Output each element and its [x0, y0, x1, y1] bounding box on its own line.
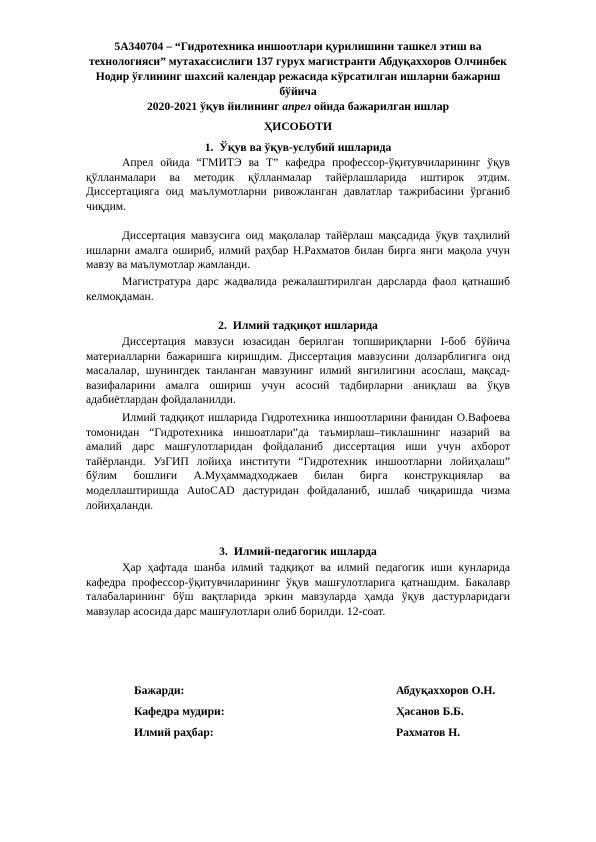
header-period: 2020-2021 ўқув йилининг: [146, 100, 283, 113]
header-line-2: технологияси” мутахассислиги 137 гурух магистранти Абдуқаххоров Олчинбек: [89, 55, 507, 68]
report-title: ҲИСОБОТИ: [263, 120, 333, 133]
signature-name-supervisor: Рахматов Н.: [396, 726, 461, 739]
signature-name-head-of-department: Ҳасанов Б.Б.: [396, 705, 464, 718]
section-2-heading: [0, 319, 596, 334]
section-3-number: 3.: [219, 545, 228, 558]
header-line-1: 5А340704 – “Гидротехника иншоотлари қурилишини ташкел этиш ва: [114, 40, 482, 53]
header-line-4: [86, 99, 510, 114]
section-1-paragraph-3: Магистратура дарс жадвалида режалаштирилган дарсларда фаол қатнашиб келмоқдаман.: [86, 275, 510, 303]
section-1-title: Ўқув ва ўқув-услубий ишларида: [219, 141, 392, 154]
section-2-number: 2.: [218, 319, 227, 332]
section-3-title: Илмий-педагогик ишларда: [233, 545, 377, 558]
signature-name-performer: Абдуқаххоров О.Н.: [396, 684, 496, 697]
section-1-number: 1.: [204, 141, 214, 154]
signature-role-head-of-department: Кафедра мудири:: [134, 705, 225, 718]
section-2-title: Илмий тадқиқот ишларида: [232, 319, 378, 332]
section-1-paragraph-2: Диссертация мавзусига оид мақолалар тайёрлаш мақсадида ўқув таҳлилий ишларни амалга ошириб, илмий раҳбар Н.Рахматов билан бирга янги мақола учун мавзу ва маълумотлар жамланди.: [86, 229, 510, 272]
section-2-paragraph-1: Диссертация мавзуси юзасидан берилган топшириқларни I-боб бўйича материалларни бажаришга киришдим. Диссертация мавзусини долзарблигига оид масалалар, шунингдек танланган мавзунинг илмий янгилигини асослаш, мақсад-вазифаларини амалга ошириш учун асосий тадбирларни аниқлаш ва ўқув адабиётлардан фойдаланилди.: [86, 335, 510, 407]
header-suffix: ойида бажарилган ишлар: [311, 100, 450, 113]
section-3-heading: [0, 545, 596, 560]
document-header: [86, 39, 510, 114]
section-1-paragraph-1: Апрел ойида “ГМИТЭ ва Т” кафедра профессор-ўқитувчиларининг ўқув қўлланмалари ва методик қўлланмалар тайёрлашларида иштирок этдим. Диссертацияга оид маълумотларни ривожланган давлатлар тажрибасини ўрганиб чиқдим.: [86, 156, 510, 213]
section-1-heading: [0, 141, 596, 156]
section-2-paragraph-2: Илмий тадқиқот ишларида Гидротехника иншоотларини фанидан О.Вафоева томонидан “Гидротехника иншоатлари”да таъмирлаш–тиклашнинг назарий ва амалий дарс машғулотларидан фойдаланиб диссертация иши учун ахборот тайёрланди. УзГИП лойиҳа институти “Гидротехник иншоотларни лойиҳалаш” бўлим бошлиғи А.Муҳаммадходжаев билан бирга конструкциялар ва моделлаштиришда AutoCAD дастуридан фойдаланиб, ишлаб чиқаришда чизма лойиҳаланди.: [86, 411, 510, 512]
section-3-paragraph-1: Ҳар ҳафтада шанба илмий тадқиқот ва илмий педагогик иши кунларида кафедра профессор-ўқитувчиларининг ўқув машғулотларига қатнашдим. Бакалавр талабаларининг бўш вақтларида эркин мавзуларда ҳамда ўқув дастурларидаги мавзулар асосида дарс машғулотлари олиб борилди. 12-соат.: [86, 561, 510, 618]
header-line-3: Нодир ўғлининг шахсий календар режасида кўрсатилган ишларни бажариш бўйича: [95, 70, 501, 98]
signature-role-performer: Бажарди:: [134, 684, 185, 697]
signature-role-supervisor: Илмий раҳбар:: [134, 726, 214, 739]
header-month: апрел: [282, 100, 312, 113]
